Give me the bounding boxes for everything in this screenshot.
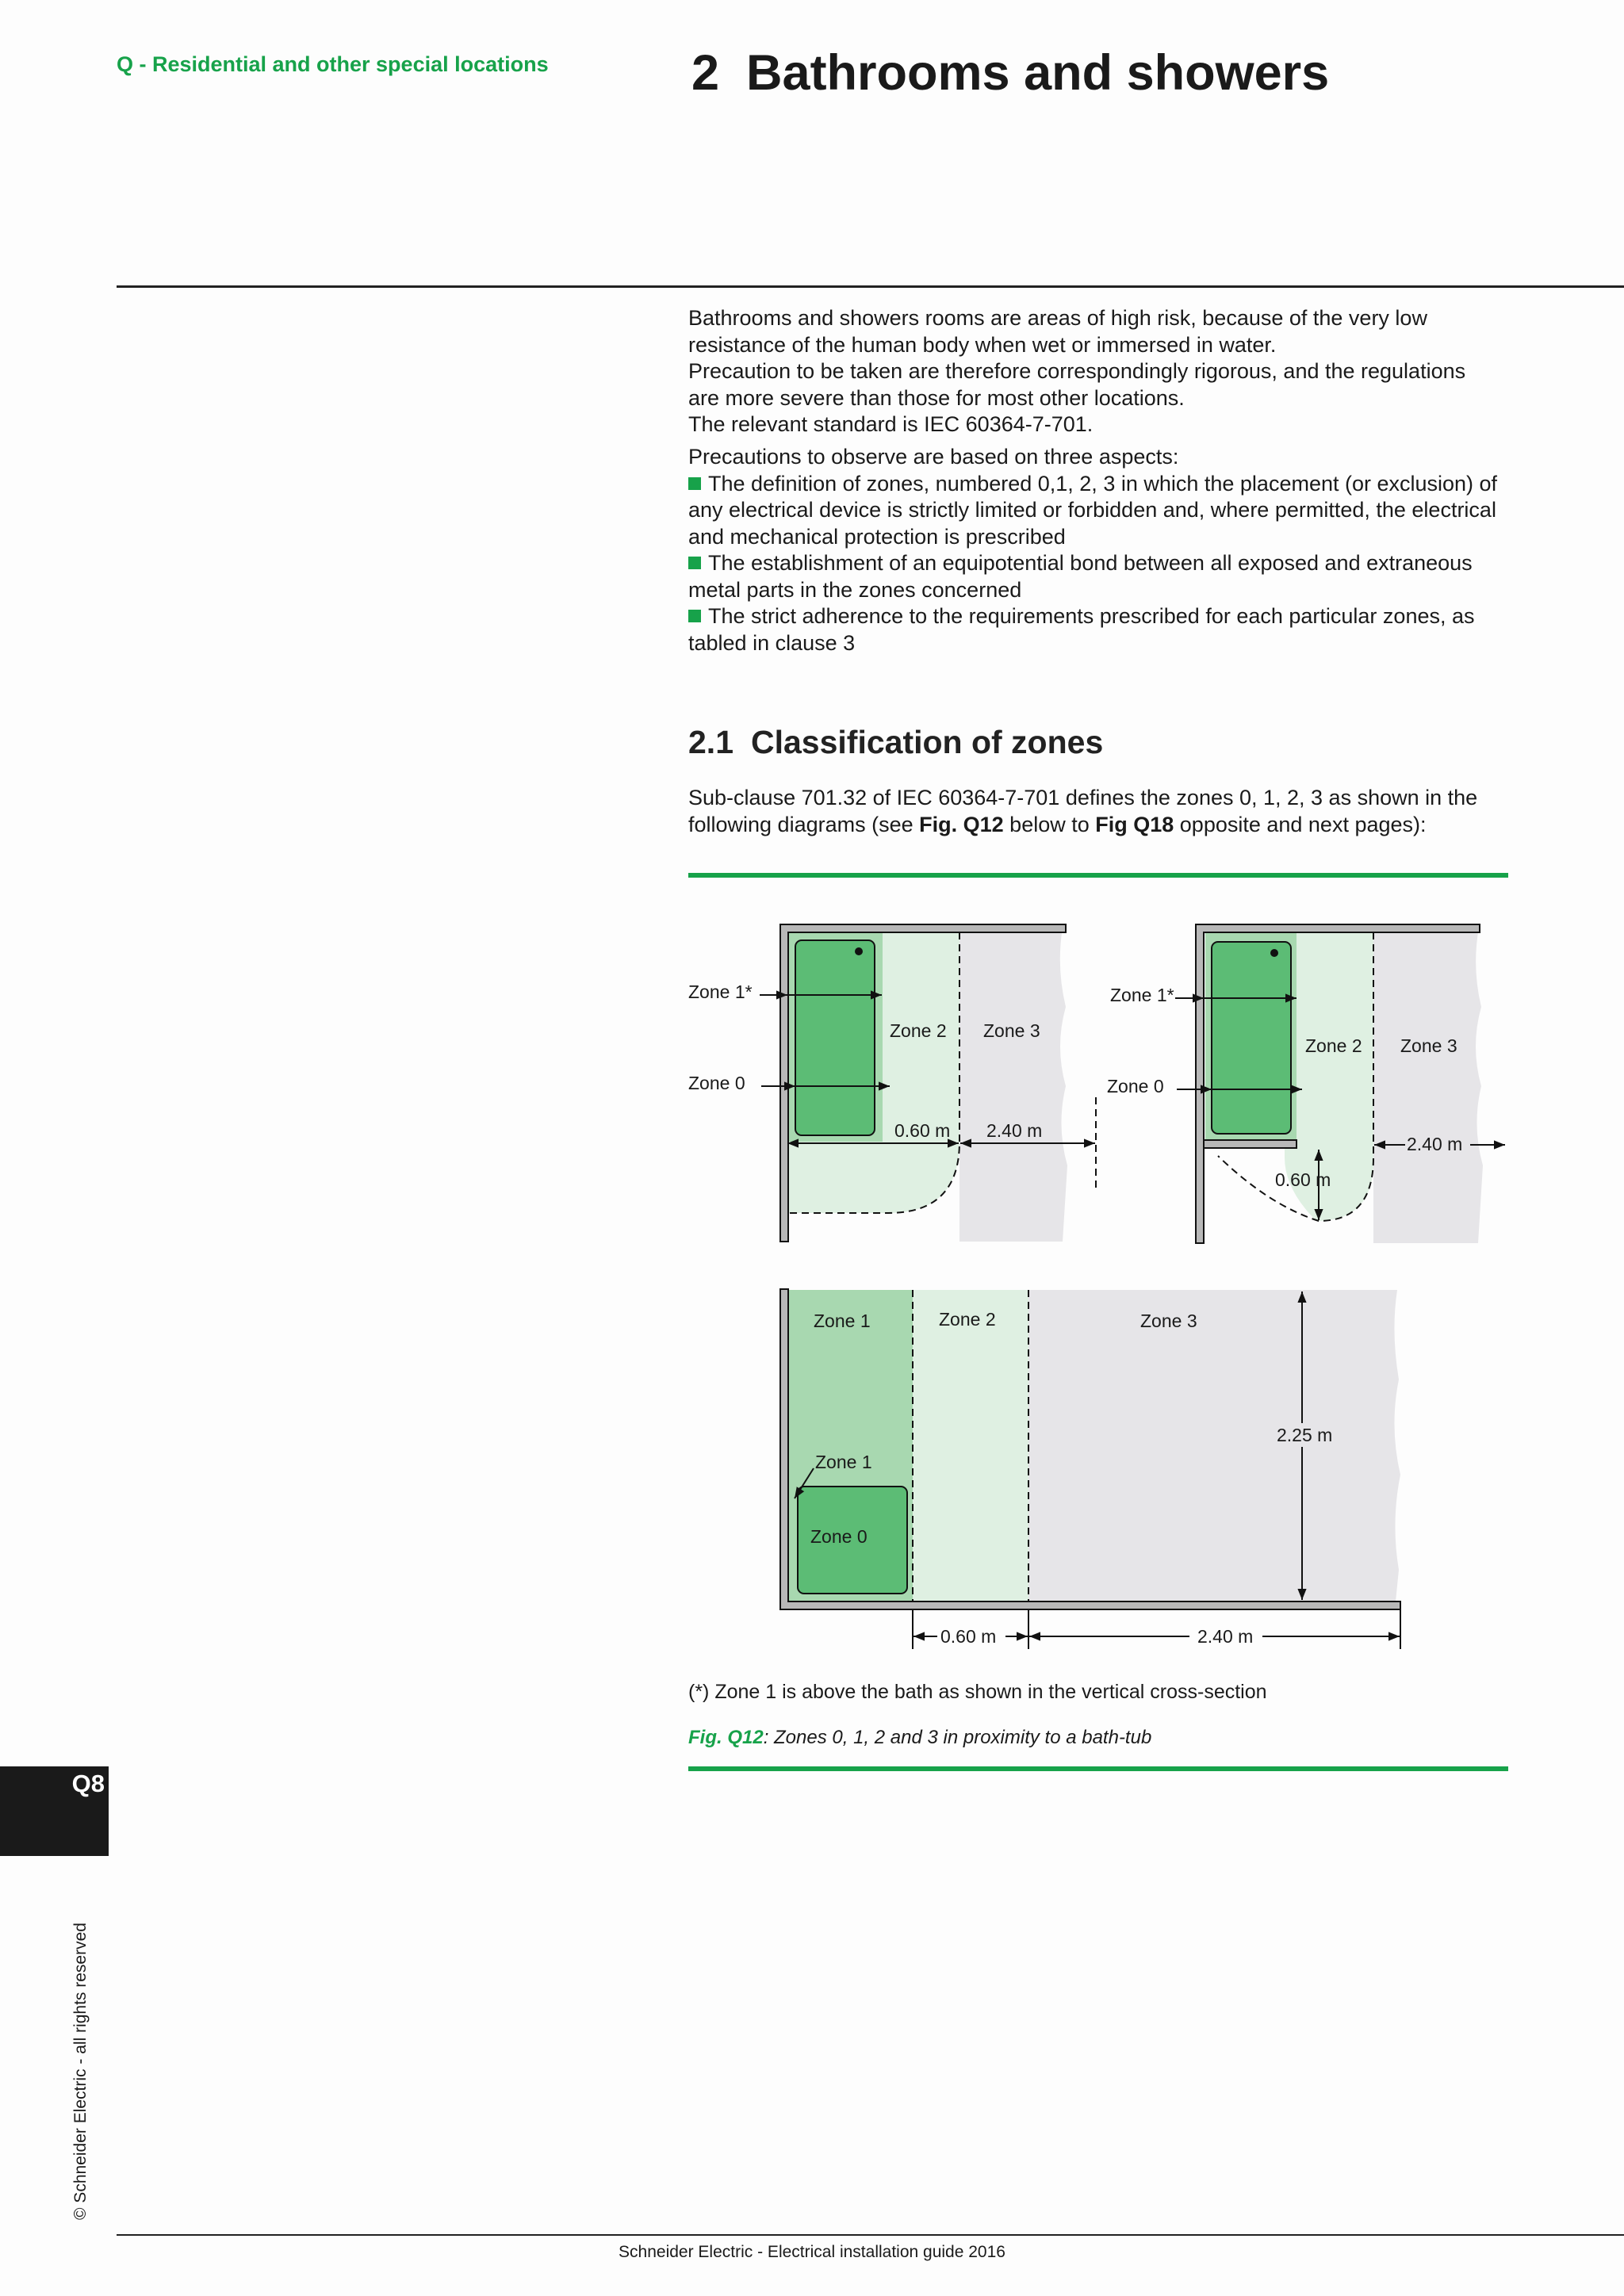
zone-label: Zone 2 <box>939 1309 996 1330</box>
figure-caption-text: : Zones 0, 1, 2 and 3 in proximity to a bath-tub <box>763 1727 1152 1748</box>
dimension-label: 0.60 m <box>1275 1169 1331 1190</box>
dimension-label: 2.40 m <box>986 1120 1043 1141</box>
aspect-bullet: The definition of zones, numbered 0,1, 2, 3 in which the placement (or exclusion) of any electrical device is strictly limited or forbidden and, where permitted, the electrical and mechanical protection is prescribed <box>688 471 1513 551</box>
figure-reference[interactable]: Fig. Q12 <box>919 812 1004 836</box>
page-number: Q8 <box>71 1770 105 1797</box>
zone-label: Zone 1 <box>814 1311 871 1331</box>
section-title: Classification of zones <box>751 724 1104 760</box>
copyright-notice: © Schneider Electric - all rights reserved <box>71 1923 90 2220</box>
zone-label: Zone 1* <box>688 982 753 1002</box>
intro-line: are more severe than those for most other locations. <box>688 385 1185 410</box>
cross-section-view <box>780 1289 1400 1649</box>
zone-label: Zone 2 <box>1305 1035 1362 1056</box>
bath-drain <box>1270 949 1278 957</box>
section-tag: Q - Residential and other special locations <box>117 52 549 76</box>
intro-line: The relevant standard is IEC 60364-7-701. <box>688 412 1094 436</box>
zone2-area <box>913 1290 1028 1601</box>
subclause-text: opposite and next pages): <box>1174 812 1427 836</box>
zone3-area <box>1028 1290 1400 1601</box>
zone-label: Zone 2 <box>890 1020 947 1041</box>
zone3-area <box>959 928 1067 1242</box>
section-number: 2.1 <box>688 724 733 760</box>
section-heading <box>688 724 1103 761</box>
chapter-title-text: Bathrooms and showers <box>746 45 1330 101</box>
dimension-label: 2.40 m <box>1407 1134 1463 1154</box>
chapter-title <box>691 44 1329 101</box>
zone-label: Zone 3 <box>1400 1035 1457 1056</box>
bathtub <box>795 940 875 1135</box>
aspect-bullet: The strict adherence to the requirements prescribed for each particular zones, as tabled in clause 3 <box>688 603 1513 656</box>
intro-line: Bathrooms and showers rooms are areas of high risk, because of the very low <box>688 306 1427 330</box>
aspect-bullet: The establishment of an equipotential bond between all exposed and extraneous metal parts in the zones concerned <box>688 550 1513 603</box>
aspects-list <box>688 444 1513 656</box>
bath-drain <box>855 947 863 955</box>
intro-line: resistance of the human body when wet or immersed in water. <box>688 332 1277 357</box>
figure-top-rule <box>688 873 1508 878</box>
dimension-label: 0.60 m <box>894 1120 951 1141</box>
plan-view-right <box>1107 924 1505 1243</box>
zone3-area <box>1373 928 1483 1243</box>
plan-view-left <box>688 924 1096 1242</box>
zone-label: Zone 0 <box>810 1526 868 1547</box>
figure-caption <box>688 1727 1151 1749</box>
zone-label: Zone 0 <box>1107 1076 1164 1096</box>
footer-rule <box>117 2234 1624 2236</box>
bathtub <box>1212 942 1291 1134</box>
subclause-text: below to <box>1003 812 1096 836</box>
figure-bottom-rule <box>688 1766 1508 1771</box>
chapter-number: 2 <box>691 45 720 101</box>
page-footer: Schneider Electric - Electrical installation guide 2016 <box>619 2243 1005 2261</box>
dimension-label: 2.40 m <box>1197 1626 1254 1647</box>
bathtub-zones-diagram <box>682 904 1522 1657</box>
zone-label: Zone 3 <box>983 1020 1040 1041</box>
subclause-paragraph <box>688 785 1513 838</box>
figure-caption-label: Fig. Q12 <box>688 1727 764 1748</box>
header-rule <box>117 285 1624 288</box>
page-number-tab <box>0 1766 109 1856</box>
figure-footnote: (*) Zone 1 is above the bath as shown in the vertical cross-section <box>688 1681 1267 1703</box>
intro-line: Precaution to be taken are therefore correspondingly rigorous, and the regulations <box>688 359 1466 383</box>
figure-reference[interactable]: Fig Q18 <box>1095 812 1174 836</box>
dimension-label: 0.60 m <box>940 1626 997 1647</box>
zone-label: Zone 1* <box>1110 985 1174 1005</box>
intro-paragraph <box>688 305 1513 438</box>
zone-label: Zone 3 <box>1140 1311 1197 1331</box>
partition-wall <box>1204 1140 1297 1148</box>
dimension-label: 2.25 m <box>1277 1425 1333 1445</box>
zone-label: Zone 1 <box>815 1452 872 1472</box>
zone-label: Zone 0 <box>688 1073 745 1093</box>
aspects-lead: Precautions to observe are based on three aspects: <box>688 445 1179 469</box>
subclause-text: Sub-clause 701.32 of IEC 60364-7-701 defines the zones 0, 1, 2, 3 as shown in the following diagrams (see <box>688 786 1478 836</box>
